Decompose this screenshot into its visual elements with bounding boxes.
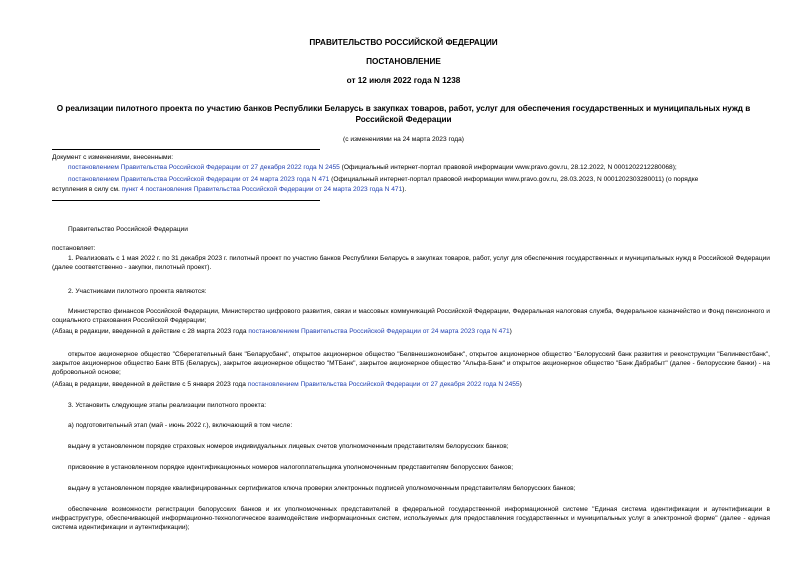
amendments-intro: Документ с изменениями, внесенными: [52,154,174,161]
paragraph-4: открытое акционерное общество "Сберегательный банк "Беларусбанк", открытое акционерное общество "Белвнешэкономбанк", открытое акционерное общество "Белорусский банк развития и реконструкции "Белинвестбанк", закрытое акционерное общество Банк ВТБ (Беларусь), закрытое акционерное общество "МТБанк", закрытое акционерное общество "Альфа-Банк" и открытое акционерное общество "Банк Дабрабыт" (далее - белорусские банки) - на добровольной основе; [52,351,770,377]
amendments-top-divider [52,149,320,150]
paragraph-3: Министерство финансов Российской Федерации, Министерство цифрового развития, связи и массовых коммуникаций Российской Федерации, Федеральная налоговая служба, Федеральное казначейство и Фонд пенсионного и социального страхования Российской Федерации; [52,308,770,325]
amendment-text-2: (Официальный интернет-портал правовой информации www.pravo.gov.ru, 28.03.2023, N 0001202303280011) (о порядке [329,176,699,183]
amendment-line-3 [52,185,406,194]
paragraph-4-note [52,380,522,389]
changes-note: (с изменениями на 24 марта 2023 года) [343,136,464,143]
paragraph-3-note-end: ) [509,328,512,335]
amendment-text-1: (Официальный интернет-портал правовой информации www.pravo.gov.ru, 28.12.2022, N 0001202212280068); [339,164,677,171]
paragraph-6: а) подготовительный этап (май - июнь 2022 г.), включающий в том числе: [68,422,293,429]
amendment-link-471-item4[interactable]: пункт 4 постановления Правительства Российской Федерации от 24 марта 2023 года N 471 [121,186,403,193]
amendment-text-3-end: ). [402,186,407,193]
paragraph-4-note-text: (Абзац в редакции, введенной в действие с 5 января 2023 года [52,381,248,388]
paragraph-4-note-link[interactable]: постановлением Правительства Российской Федерации от 27 декабря 2022 года N 2455 [247,381,520,388]
amendment-line-2 [68,175,698,184]
paragraph-10: обеспечение возможности регистрации белорусских банков и их уполномоченных представителей в федеральной государственной информационной системе "Единая система идентификации и аутентификации в инфраструктуре, обеспечивающей информационно-технологическое взаимодействие информационных систем, используемых для предоставления государственных и муниципальных услуг в электронной форме" (далее - единая система идентификации и аутентификации); [52,506,770,532]
paragraph-5: 3. Установить следующие этапы реализации пилотного проекта: [68,402,267,409]
document-type: ПОСТАНОВЛЕНИЕ [366,57,441,66]
paragraph-4-note-end: ) [519,381,522,388]
paragraph-3-note-link[interactable]: постановлением Правительства Российской Федерации от 24 марта 2023 года N 471 [248,328,510,335]
document-date-number: от 12 июля 2022 года N 1238 [346,76,461,85]
amendment-link-471[interactable]: постановлением Правительства Российской Федерации от 24 марта 2023 года N 471 [68,176,330,183]
amendment-line-1 [68,163,677,172]
amendments-bottom-divider [52,200,320,201]
decree-word: постановляет: [52,245,96,252]
government-name: Правительство Российской Федерации [68,226,188,233]
paragraph-8: присвоение в установленном порядке идентификационных номеров налогоплательщика уполномоченным представителям белорусских банков; [68,464,514,471]
paragraph-2: 2. Участниками пилотного проекта являются: [68,288,207,295]
paragraph-3-note-text: (Абзац в редакции, введенной в действие с 28 марта 2023 года [52,328,249,335]
paragraph-7: выдачу в установленном порядке страховых номеров индивидуальных лицевых счетов уполномоченным представителям белорусских банков; [68,443,509,450]
document-title: О реализации пилотного проекта по участию банков Республики Беларусь в закупках товаров, работ, услуг для обеспечения государственных и муниципальных нужд в Российской Федерации [56,104,751,124]
paragraph-9: выдачу в установленном порядке квалифицированных сертификатов ключа проверки электронных подписей уполномоченным представителям белорусских банков; [68,485,576,492]
paragraph-1: 1. Реализовать с 1 мая 2022 г. по 31 декабря 2023 г. пилотный проект по участию банков Республики Беларусь в закупках товаров, работ, услуг для обеспечения государственных и муниципальных нужд в Российской Федерации (далее соответственно - закупки, пилотный проект). [52,255,770,272]
government-heading: ПРАВИТЕЛЬСТВО РОССИЙСКОЙ ФЕДЕРАЦИИ [309,38,498,47]
amendment-text-3: вступления в силу см. [52,186,122,193]
paragraph-3-note [52,327,512,336]
amendment-link-2455[interactable]: постановлением Правительства Российской Федерации от 27 декабря 2022 года N 2455 [68,164,340,171]
